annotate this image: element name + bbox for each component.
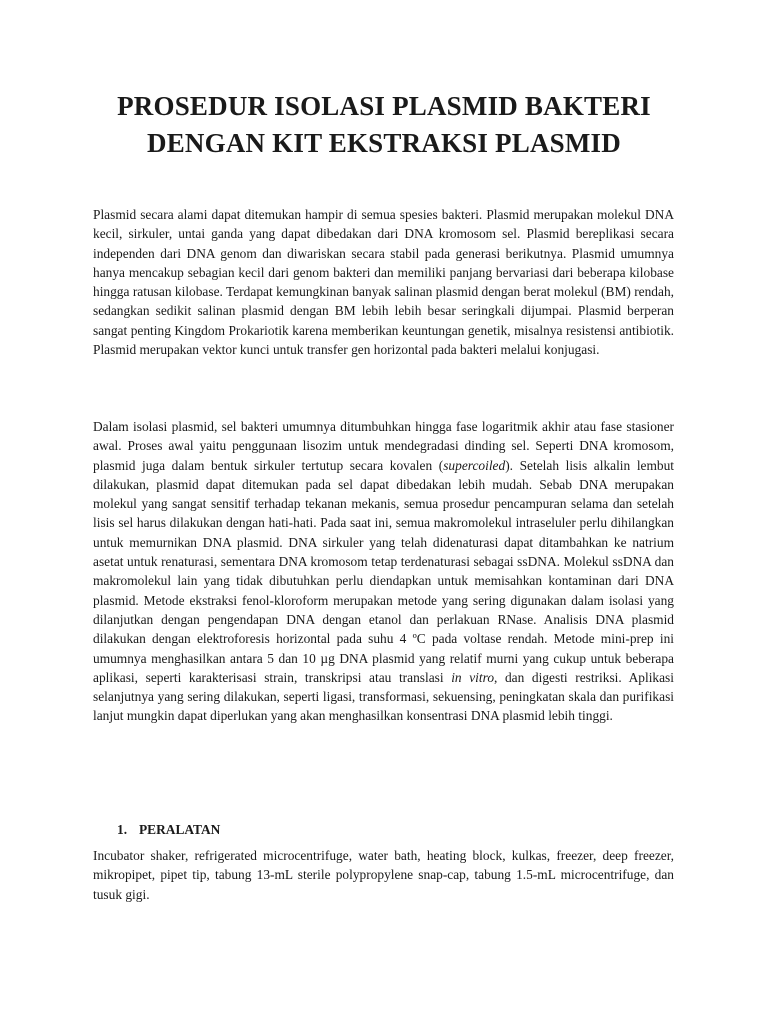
italic-term-supercoiled: supercoiled	[443, 457, 506, 473]
section-heading-peralatan	[117, 820, 220, 839]
paragraph-isolation	[93, 417, 674, 726]
paragraph-isolation-part-3: , dan digesti restriksi. Aplikasi selanjutnya yang sering dilakukan, seperti ligasi, transformasi, sekuensing, peningkatan skala dan purifikasi lanjut mungkin dapat diperlukan yang akan menghasilkan konsentrasi DNA plasmid lebih tinggi.	[93, 669, 674, 724]
section-title: PERALATAN	[139, 822, 221, 837]
paragraph-isolation-part-1: Dalam isolasi plasmid, sel bakteri umumnya ditumbuhkan hingga fase logaritmik akhir atau fase stasioner awal. Proses awal yaitu penggunaan lisozim untuk mendegradasi dinding sel. Seperti DNA kromosom, plasmid juga dalam bentuk sirkuler tertutup secara kovalen (	[93, 419, 674, 473]
paragraph-isolation-part-2: ). Setelah lisis alkalin lembut dilakukan, plasmid dapat ditemukan pada sel dapat dibedakan lebih mudah. Sebab DNA merupakan molekul yang sangat sensitif terhadap tekanan mekanis, semua prosedur pencampuran selama dan setelah lisis sel harus dilakukan dengan hati-hati. Pada saat ini, semua makromolekul intraseluler perlu dihilangkan untuk memurnikan DNA plasmid. DNA sirkuler yang telah didenaturasi dapat ditambahkan ke natrium asetat untuk renaturasi, sementara DNA kromosom tetap terdenaturasi sebagai ssDNA. Molekul ssDNA dan makromolekul lain yang tidak dibutuhkan perlu diendapkan untuk memisahkan kontaminan dari DNA plasmid. Metode ekstraksi fenol-kloroform merupakan metode yang sering digunakan dalam isolasi yang dilanjutkan dengan pengendapan DNA dengan etanol dan perlakuan RNase. Analisis DNA plasmid dilakukan dengan elektroforesis horizontal pada suhu 4 ºC pada voltase rendah. Metode mini-prep ini umumnya menghasilkan antara 5 dan 10 µg DNA plasmid yang relatif murni yang cukup untuk beberapa aplikasi, seperti karakterisasi strain, transkripsi atau translasi	[93, 457, 675, 685]
document-title	[60, 88, 708, 162]
italic-term-in-vitro: in vitro	[451, 669, 495, 685]
paragraph-equipment: Incubator shaker, refrigerated microcentrifuge, water bath, heating block, kulkas, freezer, deep freezer, mikropipet, pipet tip, tabung 13-mL sterile polypropylene snap-cap, tabung 1.5-mL microcentrifuge, dan tusuk gigi.	[93, 848, 674, 902]
title-line-2: DENGAN KIT EKSTRAKSI PLASMID	[147, 128, 621, 158]
section-number: 1.	[117, 822, 128, 837]
title-line-1: PROSEDUR ISOLASI PLASMID BAKTERI	[117, 91, 651, 121]
paragraph-intro: Plasmid secara alami dapat ditemukan hampir di semua spesies bakteri. Plasmid merupakan molekul DNA kecil, sirkuler, untai ganda yang dapat dibedakan dari DNA kromosom sel. Plasmid bereplikasi secara independen dari DNA genom dan diwariskan secara stabil pada generasi berikutnya. Plasmid umumnya hanya mencakup sebagian kecil dari genom bakteri dan memiliki panjang bervariasi dari beberapa kilobase hingga ratusan kilobase. Terdapat kemungkinan banyak salinan plasmid dengan berat molekul (BM) rendah, sedangkan sedikit salinan plasmid dengan BM lebih lebih besar seringkali dijumpai. Plasmid berperan sangat penting Kingdom Prokariotik karena memberikan keuntungan genetik, misalnya resistensi antibiotik. Plasmid merupakan vektor kunci untuk transfer gen horizontal pada bakteri melalui konjugasi.	[93, 207, 674, 358]
